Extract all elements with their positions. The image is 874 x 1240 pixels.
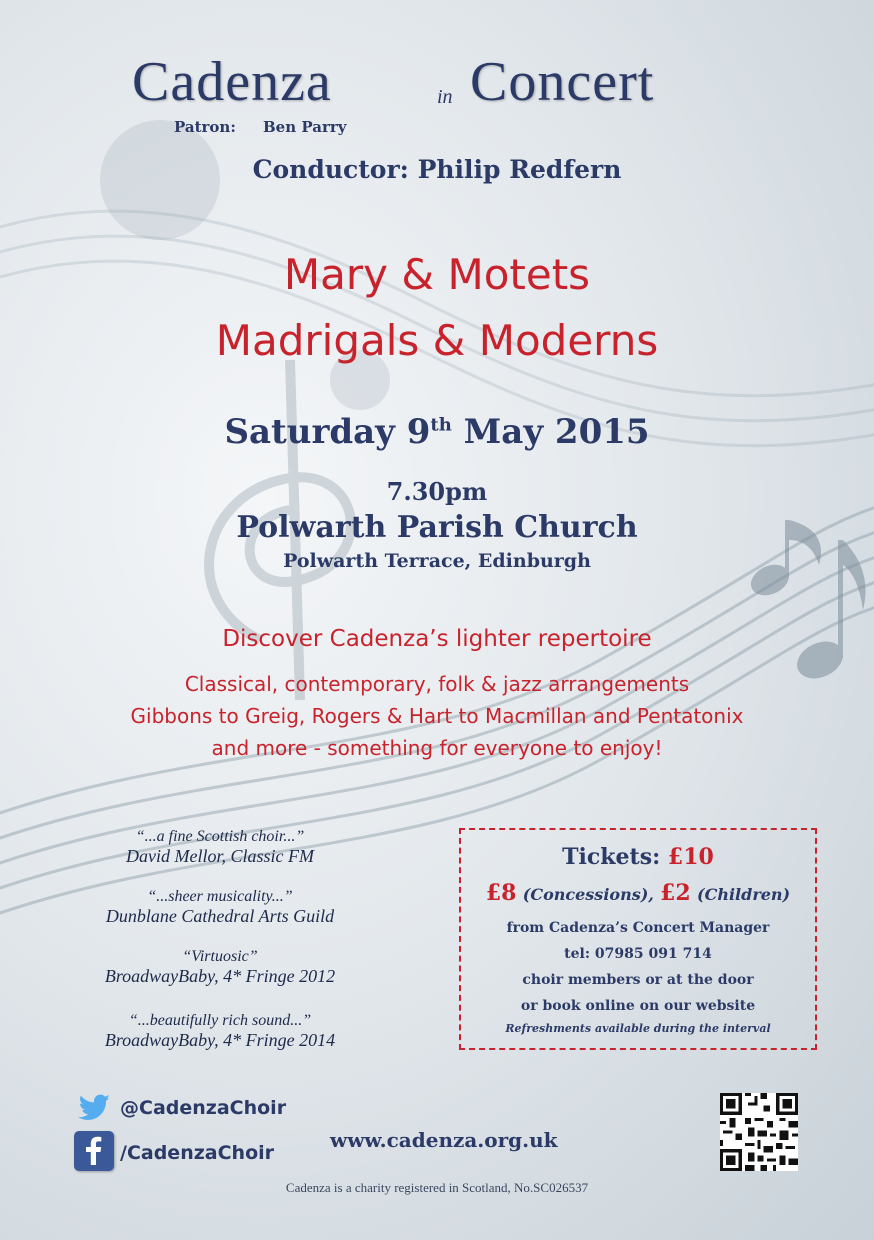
venue-name: Polwarth Parish Church bbox=[236, 510, 638, 545]
quote-source: David Mellor, Classic FM bbox=[126, 846, 314, 866]
quote-source: BroadwayBaby, 4* Fringe 2012 bbox=[104, 966, 336, 986]
title-cadenza: Cadenza bbox=[132, 51, 332, 113]
review-quote bbox=[40, 948, 400, 987]
facebook-handle[interactable]: /CadenzaChoir bbox=[120, 1142, 275, 1164]
quote-source: BroadwayBaby, 4* Fringe 2014 bbox=[104, 1030, 336, 1050]
quote-source: Dunblane Cathedral Arts Guild bbox=[105, 906, 335, 926]
title-concert: Concert bbox=[470, 51, 655, 113]
quote-text: “...a fine Scottish choir...” bbox=[135, 828, 305, 845]
quote-text: “...sheer musicality...” bbox=[147, 888, 293, 905]
ticket-members: choir members or at the door bbox=[522, 972, 754, 988]
review-quote bbox=[40, 1012, 400, 1051]
quote-text: “...beautifully rich sound...” bbox=[128, 1012, 312, 1029]
qr-code-icon[interactable] bbox=[720, 1093, 798, 1171]
patron-label: Patron: bbox=[174, 118, 236, 136]
venue-address: Polwarth Terrace, Edinburgh bbox=[283, 550, 591, 572]
event-time: 7.30pm bbox=[386, 477, 488, 506]
twitter-icon[interactable] bbox=[74, 1088, 114, 1128]
ticket-price-line bbox=[461, 880, 815, 906]
ticket-online: or book online on our website bbox=[520, 998, 756, 1014]
facebook-icon[interactable] bbox=[74, 1131, 114, 1171]
description-line2: Gibbons to Greig, Rogers & Hart to Macmillan and Pentatonix bbox=[130, 704, 744, 728]
twitter-handle[interactable]: @CadenzaChoir bbox=[120, 1097, 287, 1119]
event-title-line2: Madrigals & Moderns bbox=[215, 316, 659, 365]
event-title-line1: Mary & Motets bbox=[283, 250, 591, 299]
tickets-box bbox=[459, 828, 817, 1050]
repertoire-headline: Discover Cadenza’s lighter repertoire bbox=[222, 626, 652, 652]
tickets-heading bbox=[461, 844, 815, 870]
review-quote bbox=[40, 888, 400, 927]
ticket-price-concession: £8 bbox=[485, 880, 517, 906]
child-note: (Children) bbox=[697, 885, 791, 904]
ticket-price-child: £2 bbox=[660, 880, 691, 906]
review-quote bbox=[40, 828, 400, 867]
facebook-f-glyph bbox=[74, 1131, 114, 1171]
title-in: in bbox=[437, 86, 453, 108]
charity-notice: Cadenza is a charity registered in Scotland, No.SC026537 bbox=[285, 1180, 589, 1195]
description-line3: and more - something for everyone to enjoy! bbox=[211, 736, 663, 760]
description-line1: Classical, contemporary, folk & jazz arrangements bbox=[184, 672, 690, 696]
tickets-label: Tickets: bbox=[562, 844, 661, 870]
date-day: Saturday 9 bbox=[224, 412, 431, 452]
ticket-phone[interactable]: tel: 07985 091 714 bbox=[564, 946, 712, 962]
ticket-source: from Cadenza’s Concert Manager bbox=[506, 920, 770, 936]
concession-note: (Concessions), bbox=[522, 885, 654, 904]
date-rest: May 2015 bbox=[451, 412, 650, 452]
conductor: Conductor: Philip Redfern bbox=[252, 155, 622, 184]
website-link[interactable]: www.cadenza.org.uk bbox=[330, 1128, 558, 1152]
event-date bbox=[0, 412, 874, 452]
date-suffix: th bbox=[430, 414, 452, 436]
patron-name: Ben Parry bbox=[263, 118, 347, 136]
quote-text: “Virtuosic” bbox=[182, 948, 258, 965]
refreshments-note: Refreshments available during the interval bbox=[505, 1022, 771, 1035]
ticket-price-main: £10 bbox=[667, 844, 714, 870]
